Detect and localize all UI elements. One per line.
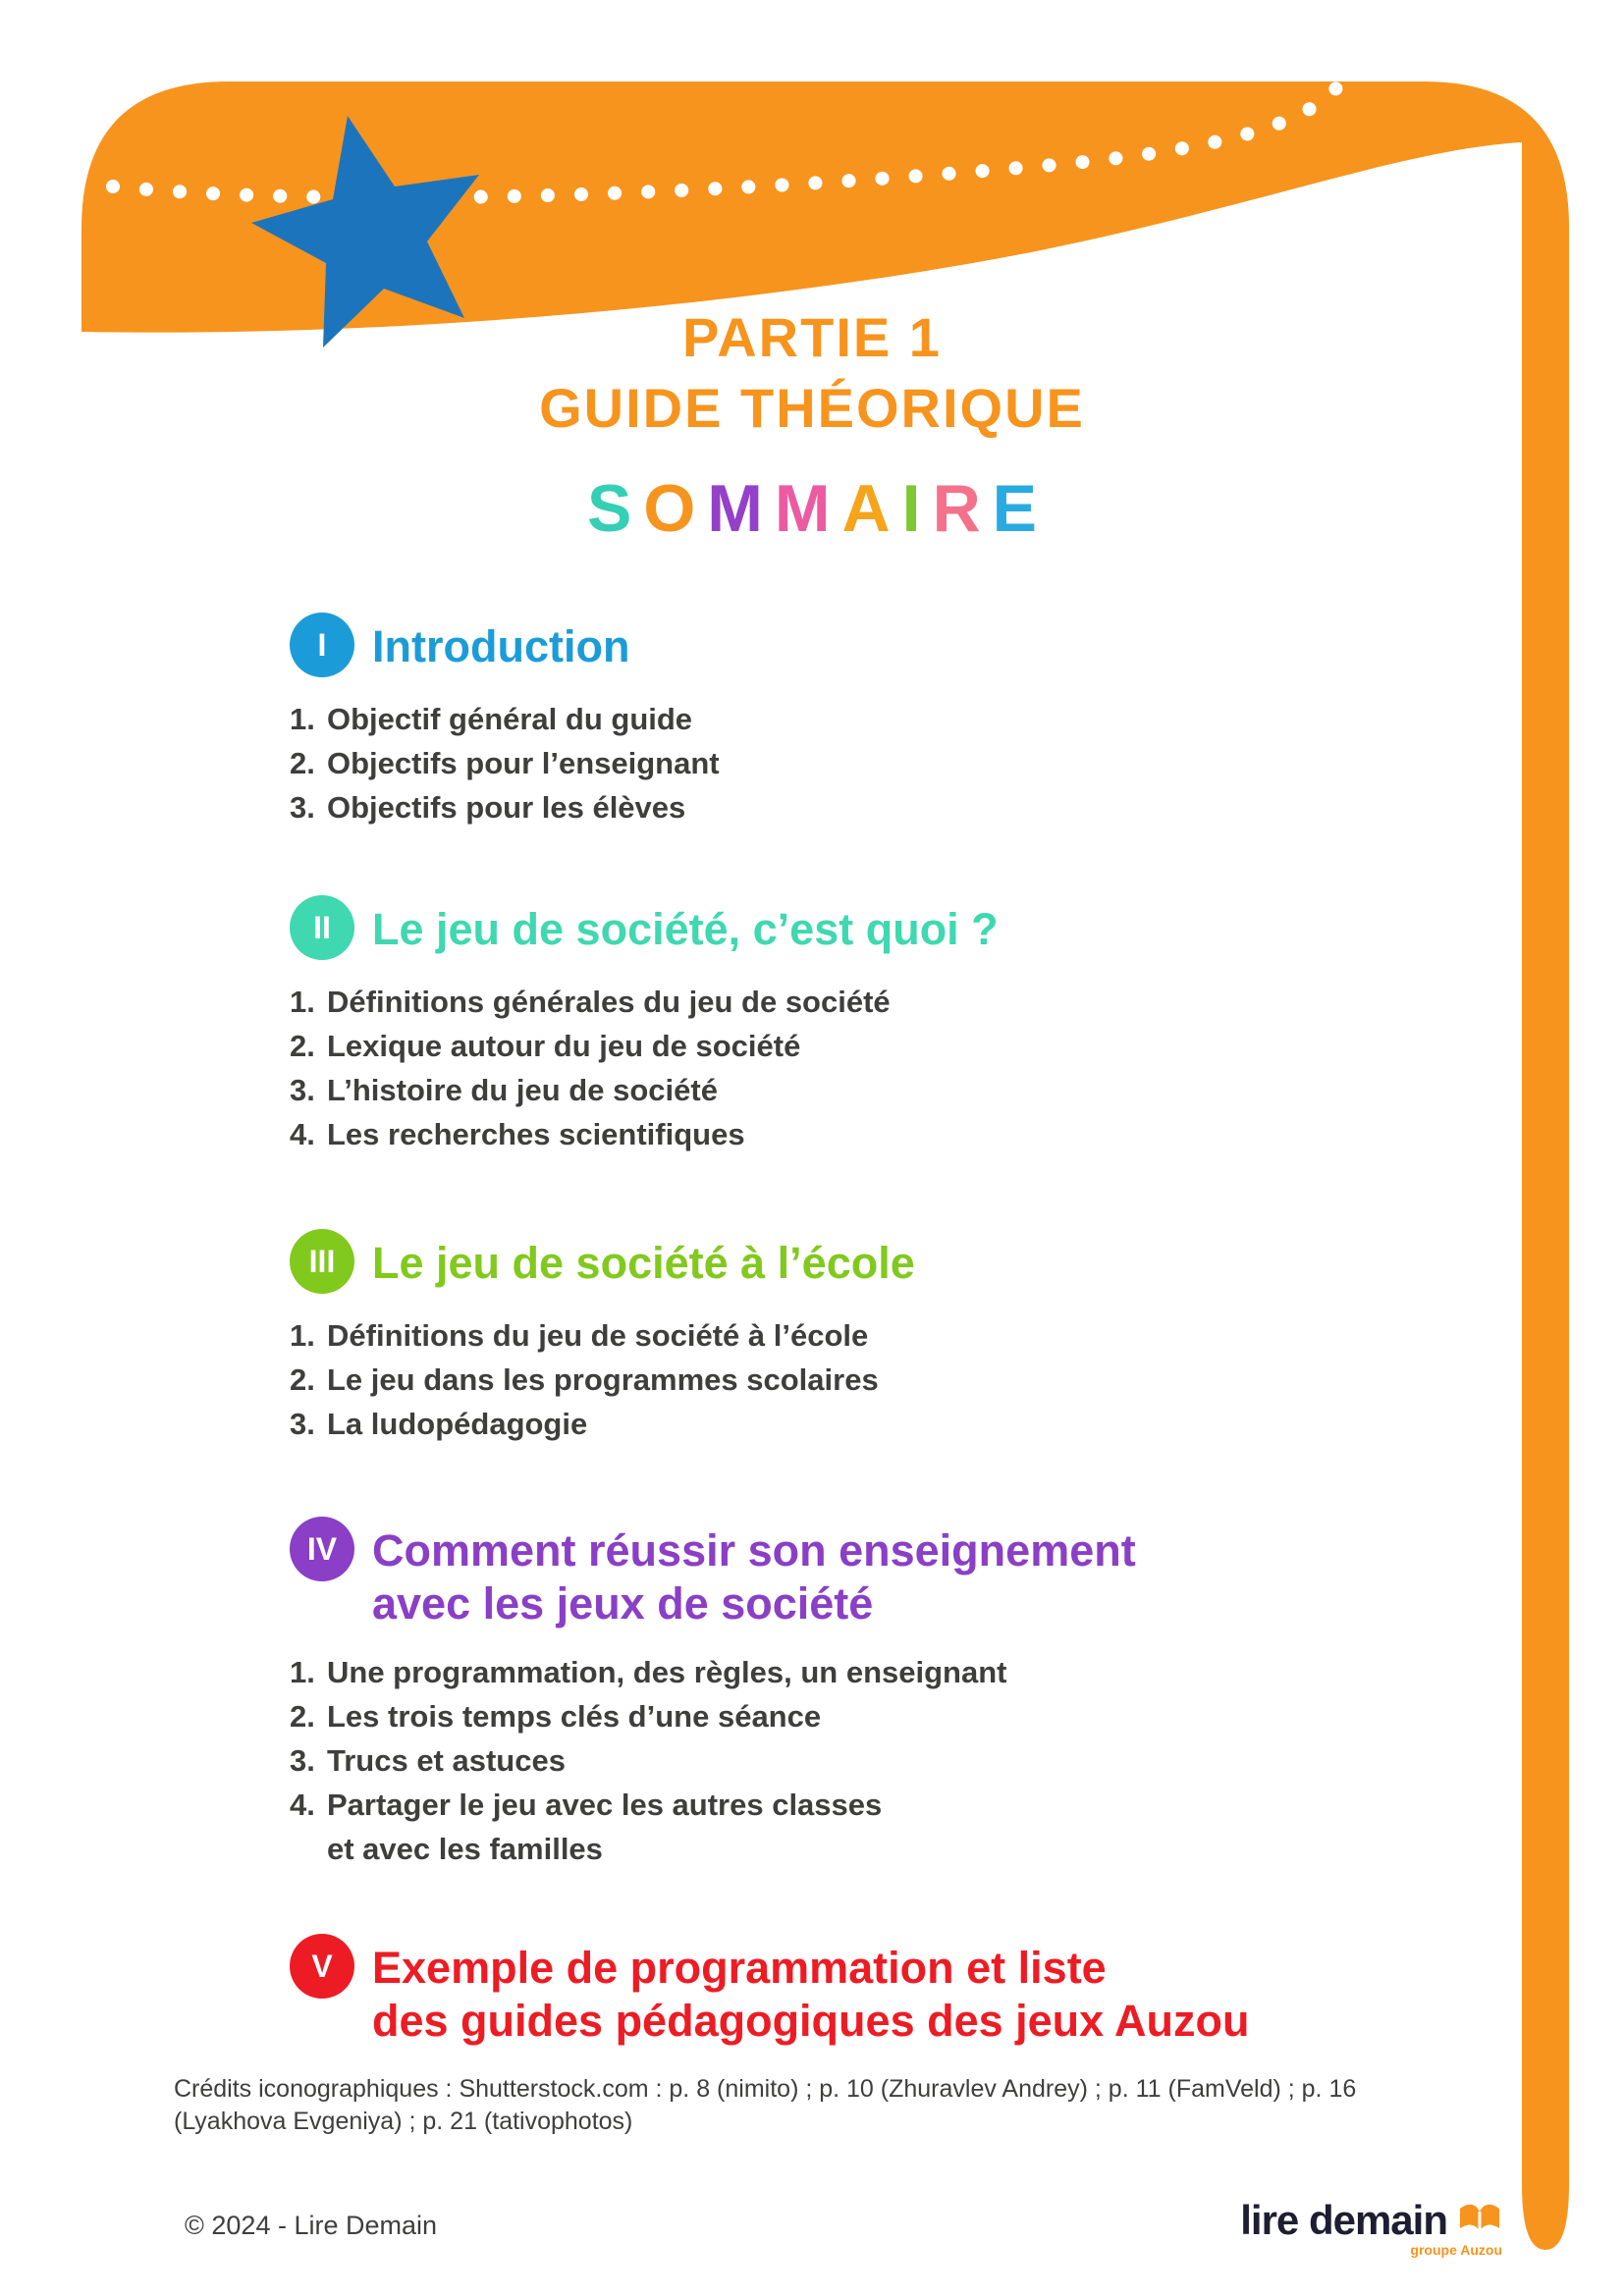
toc-item xyxy=(290,697,1409,741)
section-badge: V xyxy=(290,1934,354,1999)
toc-item xyxy=(290,1024,1409,1068)
copyright-text: © 2024 - Lire Demain xyxy=(185,2211,438,2240)
section-badge: IV xyxy=(290,1517,354,1581)
item-text: Partager le jeu avec les autres classes xyxy=(327,1788,883,1822)
part-subtitle: GUIDE THÉORIQUE xyxy=(539,377,1085,439)
item-text: Objectif général du guide xyxy=(327,702,693,736)
item-number: 3. xyxy=(290,1743,315,1778)
sommaire-letter: S xyxy=(586,471,644,546)
section-badge: I xyxy=(290,613,354,677)
section-title-line: avec les jeux de société xyxy=(372,1578,874,1629)
sommaire-letter: M xyxy=(707,471,775,546)
toc-item xyxy=(290,1827,1409,1871)
section-title xyxy=(372,1934,1249,2048)
toc-item xyxy=(290,1068,1409,1112)
item-text: La ludopédagogie xyxy=(327,1407,588,1441)
section-title-line: Exemple de programmation et liste xyxy=(372,1943,1107,1993)
item-text: Lexique autour du jeu de société xyxy=(327,1029,801,1063)
section-title xyxy=(372,1517,1136,1630)
sommaire-letter: A xyxy=(841,471,902,546)
title-block xyxy=(0,302,1624,552)
section-items xyxy=(290,980,1409,1156)
section-items xyxy=(290,1650,1409,1871)
section-badge: III xyxy=(290,1229,354,1294)
publisher-logo xyxy=(1240,2197,1502,2258)
item-text: L’histoire du jeu de société xyxy=(327,1073,718,1107)
toc-section-reussir-enseignement xyxy=(290,1517,1409,1871)
toc-item xyxy=(290,1783,1409,1827)
item-number: 4. xyxy=(290,1788,315,1822)
item-number: 1. xyxy=(290,1655,315,1689)
toc-item xyxy=(290,1738,1409,1783)
toc-item xyxy=(290,1358,1409,1402)
item-text: et avec les familles xyxy=(327,1832,603,1866)
section-items xyxy=(290,697,1409,829)
item-number: 2. xyxy=(290,1699,315,1734)
item-text: Trucs et astuces xyxy=(327,1743,566,1778)
item-number: 4. xyxy=(290,1117,315,1151)
item-number: 3. xyxy=(290,790,315,825)
section-title-line: des guides pédagogiques des jeux Auzou xyxy=(372,1996,1250,2046)
item-number: 3. xyxy=(290,1073,315,1107)
toc-item xyxy=(290,1313,1409,1358)
toc-item xyxy=(290,1694,1409,1738)
section-title: Le jeu de société à l’école xyxy=(372,1238,915,1288)
item-text: Définitions du jeu de société à l’école xyxy=(327,1318,869,1353)
sommaire-letter: I xyxy=(901,471,933,546)
item-text: Les trois temps clés d’une séance xyxy=(327,1699,822,1734)
toc-section-introduction xyxy=(290,613,1409,829)
item-text: Objectifs pour les élèves xyxy=(327,790,686,825)
item-number xyxy=(290,1827,327,1871)
item-number: 2. xyxy=(290,746,315,780)
sommaire-letter: E xyxy=(992,471,1050,546)
section-header xyxy=(290,613,1409,677)
item-text: Le jeu dans les programmes scolaires xyxy=(327,1362,879,1397)
section-title-line: Comment réussir son enseignement xyxy=(372,1525,1136,1575)
toc-item xyxy=(290,741,1409,785)
toc-item xyxy=(290,1650,1409,1694)
item-number: 1. xyxy=(290,702,315,736)
section-items xyxy=(290,1313,1409,1446)
item-text: Les recherches scientifiques xyxy=(327,1117,745,1151)
toc-item xyxy=(290,785,1409,829)
item-text: Objectifs pour l’enseignant xyxy=(327,746,720,780)
item-text: Une programmation, des règles, un enseignant xyxy=(327,1655,1007,1689)
section-title: Le jeu de société, c’est quoi ? xyxy=(372,904,999,954)
sommaire-letter: O xyxy=(643,471,708,546)
sommaire-letter: M xyxy=(774,471,842,546)
item-number: 1. xyxy=(290,1318,315,1353)
logo-text: lire demain xyxy=(1240,2197,1447,2243)
credits-text: Crédits iconographiques : Shutterstock.com : p. 8 (nimito) ; p. 10 (Zhuravlev Andrey) ; p. 11 (FamVeld) ; p. 16 (Lyakhova Evgeniya) ; p. 21 (tativophotos) xyxy=(174,2075,1357,2135)
item-text: Définitions générales du jeu de société xyxy=(327,985,891,1019)
section-header xyxy=(290,1517,1409,1630)
section-header xyxy=(290,1229,1409,1294)
item-number: 2. xyxy=(290,1029,315,1063)
item-number: 2. xyxy=(290,1362,315,1397)
toc-item xyxy=(290,1402,1409,1446)
toc-section-exemple-programmation xyxy=(290,1934,1409,2048)
sommaire-letter: R xyxy=(932,471,993,546)
toc-section-jeu-societe xyxy=(290,895,1409,1156)
toc-item xyxy=(290,1112,1409,1156)
sommaire-title xyxy=(0,465,1624,552)
section-title: Introduction xyxy=(372,621,630,671)
section-header xyxy=(290,1934,1409,2048)
toc-section-jeu-ecole xyxy=(290,1229,1409,1446)
section-badge: II xyxy=(290,895,354,960)
part-title: PARTIE 1 xyxy=(682,306,942,368)
logo-subtext: groupe Auzou xyxy=(1410,2242,1502,2258)
section-header xyxy=(290,895,1409,960)
item-number: 3. xyxy=(290,1407,315,1441)
open-book-icon xyxy=(1457,2199,1502,2236)
toc-item xyxy=(290,980,1409,1024)
item-number: 1. xyxy=(290,985,315,1019)
